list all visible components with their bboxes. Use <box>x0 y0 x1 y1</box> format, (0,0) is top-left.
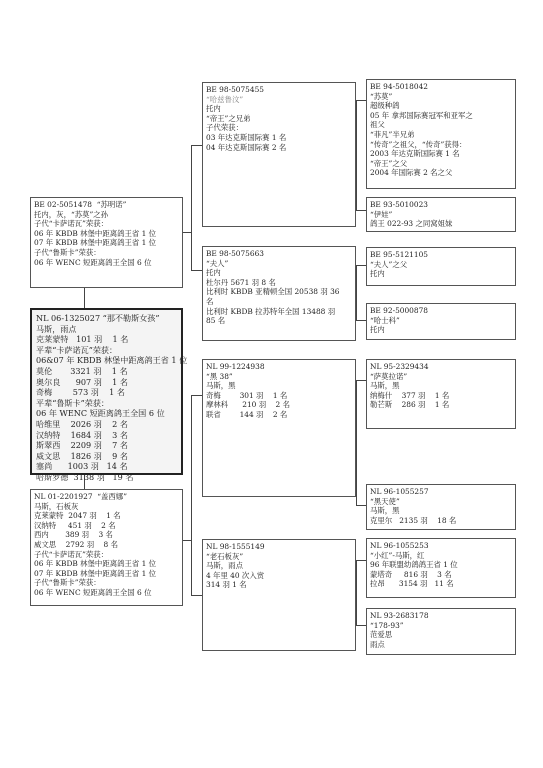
sire-dam-dam-card <box>366 303 516 340</box>
connector-dd-ddd <box>356 625 366 626</box>
sire-sire-dam-card <box>366 197 516 232</box>
pedigree-line: BE 93-5010023 <box>370 200 428 209</box>
pedigree-line: NL 99-1224938 <box>206 362 265 371</box>
pedigree-line: “传奇”之祖父，“传奇”获得： <box>370 139 467 149</box>
dam-dam-sire-card <box>366 538 516 598</box>
pedigree-line: 拉昂 3154 羽 11 名 <box>370 579 454 589</box>
pedigree-line: NL 98-1555149 <box>206 542 265 551</box>
pedigree-line: 4 年里 40 次入赏 <box>206 570 265 580</box>
pedigree-line: 鸽王 022-93 之同窝姐妹 <box>370 219 453 229</box>
connector-sd-v <box>356 265 357 320</box>
pedigree-line: 汉纳特 451 羽 2 名 <box>34 520 116 530</box>
pedigree-line: 马斯，雨点 <box>36 323 77 334</box>
sire-sire-sire-card <box>366 79 516 189</box>
pedigree-line: BE 02-5051478 “苏明诺” <box>34 200 127 209</box>
pedigree-line: 托内 <box>206 104 221 114</box>
pedigree-line: 奥尔良 907 羽 1 名 <box>36 376 128 387</box>
pedigree-line: 06 年 WENC 短距离鸽王全国 6 位 <box>34 587 152 597</box>
pedigree-line: “帝王”之兄弟 <box>206 113 251 123</box>
pedigree-line: BE 98-5075663 <box>206 249 264 258</box>
dam-dam-dam-card <box>366 608 516 655</box>
pedigree-line: 85 名 <box>206 316 226 326</box>
pedigree-line: NL 96-1055257 <box>370 487 429 496</box>
pedigree-line: 比利时 KBDB 亚精顿全国 20538 羽 36 <box>206 287 340 297</box>
pedigree-line: 范爱思 <box>370 630 393 640</box>
pedigree-line: 平辈“鲁斯卡”荣获： <box>36 397 110 408</box>
pedigree-line: 托内 <box>206 268 221 278</box>
connector-sire-v <box>191 145 192 270</box>
pedigree-line: 雨点 <box>370 639 385 649</box>
pedigree-line: 06&07 年 KBDB 林堡中距离鸽王省 1 位 <box>36 355 188 366</box>
pedigree-line: 314 羽 1 名 <box>206 580 247 590</box>
pedigree-line: 汉纳特 1684 羽 3 名 <box>36 429 128 440</box>
pedigree-line: NL 93-2683178 <box>370 611 429 620</box>
pedigree-line: 子代“卡萨诺瓦”荣获： <box>34 219 109 229</box>
connector-sire-sd <box>191 270 202 271</box>
connector-ds-dsd <box>356 505 366 506</box>
pedigree-line: 奇梅 301 羽 1 名 <box>206 390 288 400</box>
subject-pigeon-card <box>30 308 188 482</box>
pedigree-line: NL 06-1325027 “那不勒斯女孩” <box>36 313 160 323</box>
pedigree-line: “帝王”之父 <box>370 158 408 168</box>
pedigree-line: 04 年达克斯国际赛 2 名 <box>206 142 287 152</box>
pedigree-line: 莫伦 3321 羽 1 名 <box>36 365 128 376</box>
connector-sire-h <box>183 232 191 233</box>
pedigree-line: 哈斯罗德 3138 羽 19 名 <box>36 471 134 482</box>
sire-dam-sire-card <box>366 247 516 286</box>
pedigree-line: 杜尔丹 5671 羽 8 名 <box>206 277 276 287</box>
pedigree-line: 平辈“卡萨诺瓦”荣获： <box>36 344 118 355</box>
pedigree-line: 托内 <box>370 269 385 279</box>
dam-card <box>30 489 183 606</box>
connector-dd-v <box>356 560 357 625</box>
pedigree-line: 蒙塔奇 816 羽 3 名 <box>370 569 452 579</box>
pedigree-line: 克里尔 2135 羽 18 名 <box>370 515 457 525</box>
pedigree-line: 祖父 <box>370 120 385 130</box>
pedigree-line: 子代“鲁斯卡”荣获： <box>34 578 101 588</box>
pedigree-line: 奇梅 573 羽 1 名 <box>36 387 125 398</box>
pedigree-line: 超级种鸽 <box>370 101 400 111</box>
pedigree-line: 摩林科 210 羽 2 名 <box>206 400 290 410</box>
pedigree-line: 子代“卡萨诺瓦”荣获： <box>34 549 109 559</box>
pedigree-line: “夫人” <box>206 258 229 268</box>
pedigree-line: “老石板灰” <box>206 551 244 561</box>
pedigree-line: 06 年 WENC 短距离鸽王全国 6 位 <box>34 257 152 267</box>
pedigree-line: “苏莫” <box>370 91 393 101</box>
pedigree-line: “萨莫拉诺” <box>370 371 408 381</box>
pedigree-line: BE 95-5121105 <box>370 250 428 259</box>
connector-dd-dds <box>356 560 366 561</box>
pedigree-line: NL 96-1055253 <box>370 541 429 550</box>
pedigree-line: 托内 <box>370 325 385 335</box>
pedigree-line: NL 95-2329434 <box>370 362 429 371</box>
pedigree-line: “黑天使” <box>370 496 400 506</box>
pedigree-line: 马斯，黑 <box>370 506 400 516</box>
pedigree-line: 克莱蒙特 101 羽 1 名 <box>36 334 129 345</box>
connector-ds-dss <box>356 380 366 381</box>
pedigree-line: “哈兹鲁汶” <box>206 94 244 104</box>
dam-sire-dam-card <box>366 484 516 530</box>
connector-ds-v <box>356 380 357 505</box>
pedigree-line: “黑 38” <box>206 371 233 381</box>
pedigree-line: 西内 389 羽 3 名 <box>34 530 113 540</box>
pedigree-line: 2004 年国际赛 2 名之父 <box>370 168 453 178</box>
pedigree-line: BE 94-5018042 <box>370 82 428 91</box>
pedigree-line: 2003 年达克斯国际赛 1 名 <box>370 149 460 159</box>
pedigree-line: “小红”-马斯，红 <box>370 550 425 560</box>
pedigree-line: 克莱蒙特 2047 羽 1 名 <box>34 511 121 521</box>
pedigree-line: “伊娃” <box>370 209 393 219</box>
pedigree-line: 塞尚 1003 羽 14 名 <box>36 461 128 472</box>
pedigree-line: 96 年联盟幼鸽鸽王省 1 位 <box>370 560 458 570</box>
pedigree-line: 子代荣获： <box>206 123 243 133</box>
pedigree-line: 马斯，黑 <box>206 381 236 391</box>
pedigree-line: BE 98-5075455 <box>206 85 264 94</box>
pedigree-line: 06 年 WENC 短距离鸽王全国 6 位 <box>36 408 165 419</box>
connector-ss-v <box>356 100 357 210</box>
connector-dam-dd <box>191 595 202 596</box>
pedigree-line: 威文思 2792 羽 8 名 <box>34 539 118 549</box>
connector-dam-h <box>183 540 191 541</box>
pedigree-line: “178-93” <box>370 620 404 630</box>
pedigree-line: 联省 144 羽 2 名 <box>206 409 288 419</box>
pedigree-line: BE 92-5000878 <box>370 306 428 315</box>
sire-dam-card <box>202 246 356 341</box>
pedigree-line: 07 年 KBDB 林堡中距离鸽王省 1 位 <box>34 238 157 248</box>
pedigree-line: 比利时 KBDB 拉苏特年全国 13488 羽 <box>206 306 336 316</box>
pedigree-line: 07 年 KBDB 林堡中距离鸽王省 1 位 <box>34 568 157 578</box>
pedigree-line: “哈士科” <box>370 315 400 325</box>
sire-sire-card <box>202 82 356 227</box>
connector-sire-ss <box>191 145 202 146</box>
pedigree-line: 06 年 KBDB 林堡中距离鸽王省 1 位 <box>34 559 157 569</box>
dam-sire-sire-card <box>366 359 516 429</box>
connector-dam-ds <box>191 395 202 396</box>
connector-sd-sdd <box>356 320 366 321</box>
connector-sd-sds <box>356 265 366 266</box>
pedigree-line: 马斯，石板灰 <box>34 501 79 511</box>
dam-sire-card <box>202 359 356 497</box>
pedigree-line: 纳梅什 377 羽 1 名 <box>370 390 450 400</box>
pedigree-line: 05 年 拿邦国际赛冠军和亚军之 <box>370 110 473 120</box>
pedigree-line: 哈维里 2026 羽 2 名 <box>36 418 128 429</box>
pedigree-line: “夫人”之父 <box>370 259 408 269</box>
pedigree-line: 06 年 KBDB 林堡中距离鸽王省 1 位 <box>34 228 157 238</box>
pedigree-line: “菲凡”半兄弟 <box>370 129 415 139</box>
pedigree-line: 03 年达克斯国际赛 1 名 <box>206 132 287 142</box>
pedigree-line: 马斯，黑 <box>370 381 400 391</box>
pedigree-line: 斯翠西 2209 羽 7 名 <box>36 440 128 451</box>
dam-dam-card <box>202 539 356 651</box>
pedigree-line: 马斯，雨点 <box>206 561 243 571</box>
connector-dam-v <box>191 395 192 595</box>
pedigree-line: 威文思 1826 羽 9 名 <box>36 450 128 461</box>
pedigree-line: NL 01-2201927 “盖西娜” <box>34 492 127 501</box>
connector-ss-sss <box>356 100 366 101</box>
pedigree-line: 子代“鲁斯卡”荣获： <box>34 247 101 257</box>
pedigree-line: 勒芒斯 286 羽 1 名 <box>370 400 450 410</box>
connector-sire <box>84 288 85 308</box>
sire-card <box>30 197 183 288</box>
connector-ss-ssd <box>356 210 366 211</box>
pedigree-line: 名 <box>206 296 214 306</box>
pedigree-line: 托内，灰，“苏莫”之孙 <box>34 209 109 219</box>
